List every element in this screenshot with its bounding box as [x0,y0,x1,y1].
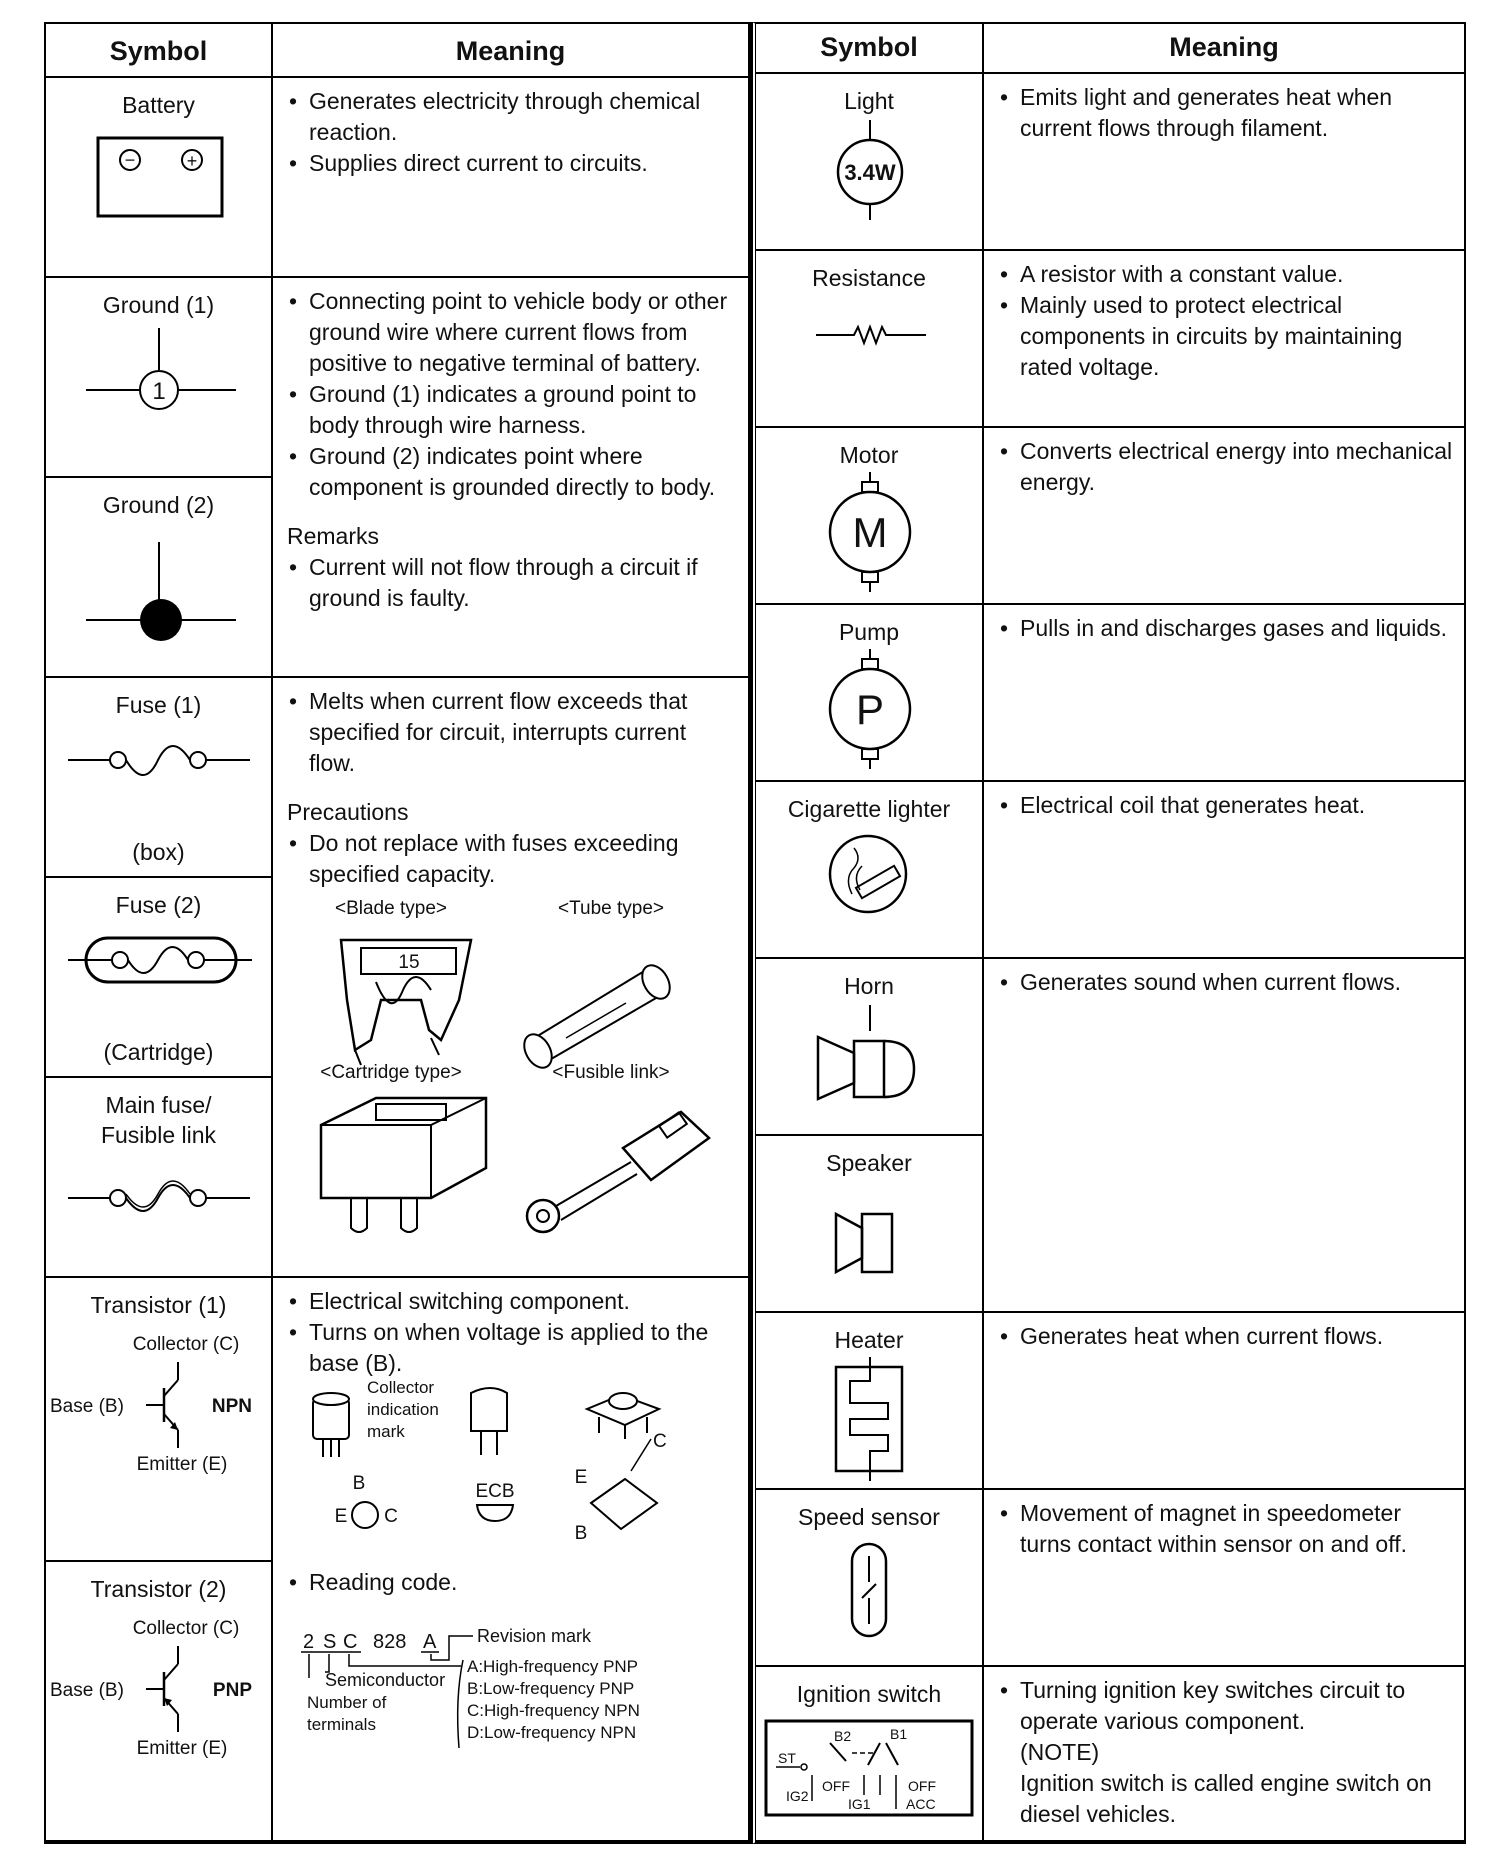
fuse-bullet-1: • Melts when current flow exceeds that specified for circuit, interrupts current flow. [309,686,738,779]
tube-fuse-icon [519,960,676,1072]
ign-ig1: IG1 [848,1796,871,1812]
speed-symbol-cell [756,1490,984,1667]
ign-b2: B2 [834,1728,852,1744]
ign-b1: B1 [890,1726,908,1742]
reading-code-diagram [281,1608,741,1758]
pump-meaning-cell [984,605,1466,782]
ign-st: ST [778,1750,796,1766]
code-d-meaning: D:Low-frequency NPN [467,1723,637,1742]
code-a: A [423,1631,437,1653]
fuse-types-illustration [281,890,741,1250]
motor-icon [756,470,984,600]
light-rating: 3.4W [844,160,896,185]
horn-symbol-cell [756,959,984,1136]
can-pin-c: C [384,1506,398,1527]
fuse1-title: Fuse (1) [115,692,202,718]
reading-code-title: • Reading code. [309,1567,738,1598]
speed-sensor-icon [756,1532,984,1662]
t1-base: Base (B) [50,1396,124,1417]
ignition-bullet-1: • Turning ignition key switches circuit to operate various component. [1020,1675,1454,1737]
code-c-meaning: C:High-frequency NPN [467,1701,640,1720]
motor-meaning-cell [984,428,1466,605]
lighter-title: Cigarette lighter [787,796,951,822]
mainfuse-symbol-cell [46,1078,273,1278]
code-num: 828 [373,1631,407,1653]
blade-fuse-icon [341,940,471,1065]
heater-meaning-cell [984,1313,1466,1490]
transistor1-symbol-cell [46,1278,273,1562]
remarks-title: Remarks [287,523,380,549]
mainfuse-title-1: Main fuse/ [105,1092,212,1118]
meaning-header-left: Meaning [273,24,750,78]
ignition-title: Ignition switch [796,1681,942,1707]
lighter-bullet-1: • Electrical coil that generates heat. [1020,790,1454,821]
pump-letter: P [855,686,885,733]
ground1-title: Ground (1) [102,292,215,318]
ground-meaning-cell [273,278,750,678]
remarks-bullet-1: • Current will not flow through a circuit if ground is faulty. [309,552,738,614]
ground2-icon [46,520,273,660]
fuse1-icon [46,720,273,800]
fuse1-subtitle: (box) [132,839,185,865]
speed-meaning-cell [984,1490,1466,1667]
power-pin-b: B [574,1523,588,1544]
ign-acc: ACC [906,1796,936,1812]
mark-line-1: Collector [367,1379,435,1397]
battery-plus: + [186,151,198,171]
pump-symbol-cell [756,605,984,782]
pump-icon [756,647,984,777]
battery-title: Battery [122,92,195,118]
pump-bullet-1: • Pulls in and discharges gases and liquids. [1020,613,1454,644]
can-pin-e: E [334,1506,348,1527]
speaker-icon [756,1178,984,1298]
resistance-bullet-2: • Mainly used to protect electrical components in circuits by maintaining rated voltage. [1020,290,1454,383]
battery-bullet-2: • Supplies direct current to circuits. [309,148,738,179]
motor-symbol-cell [756,428,984,605]
horn-bullet-1: • Generates sound when current flows. [1020,967,1454,998]
transistor-bullet-2: • Turns on when voltage is applied to the base (B). [309,1317,738,1379]
light-title: Light [844,88,894,114]
t2-emitter: Emitter (E) [136,1738,228,1759]
terminals-line-1: Number of [307,1693,387,1712]
mark-line-3: mark [367,1422,405,1441]
fusible-link-icon [527,1112,709,1232]
battery-bullet-1: • Generates electricity through chemical reaction. [309,86,738,148]
ign-off-1: OFF [822,1778,850,1794]
lighter-symbol-cell [756,782,984,959]
horn-title: Horn [844,973,894,999]
mainfuse-title-2: Fusible link [100,1122,217,1148]
motor-title: Motor [839,442,899,468]
lighter-meaning-cell [984,782,1466,959]
motor-bullet-1: • Converts electrical energy into mechanical energy. [1020,436,1454,498]
ground1-mark: 1 [152,378,166,405]
ground1-icon [46,320,273,450]
ground-bullet-1: • Connecting point to vehicle body or other ground wire where current flows from positive to negative terminal of battery. [309,286,738,379]
transistor2-title: Transistor (2) [90,1576,227,1602]
light-symbol-cell [756,74,984,251]
ground2-title: Ground (2) [102,492,215,518]
horn-icon [756,1001,984,1131]
resistance-meaning-cell [984,251,1466,428]
ignition-note: Ignition switch is called engine switch on diesel vehicles. [1020,1770,1432,1827]
code-2: 2 [303,1631,315,1653]
main-fuse-icon [46,1150,273,1240]
ignition-switch-icon [756,1709,984,1829]
horn-meaning-cell [984,959,1466,1313]
heater-symbol-cell [756,1313,984,1490]
fuse2-subtitle: (Cartridge) [103,1039,214,1065]
t2-collector: Collector (C) [132,1618,240,1639]
ignition-note-title: (NOTE) [1020,1739,1100,1765]
terminals-line-2: terminals [307,1715,376,1734]
ign-ig2: IG2 [786,1788,809,1804]
battery-meaning-cell [273,78,750,278]
heater-bullet-1: • Generates heat when current flows. [1020,1321,1454,1352]
ground1-symbol-cell [46,278,273,478]
resistor-icon [756,293,984,393]
transistor2-symbol-cell [46,1562,273,1842]
resistance-title: Resistance [812,265,926,291]
transistor1-title: Transistor (1) [90,1292,227,1318]
speaker-title: Speaker [826,1150,912,1176]
symbol-header-right: Symbol [756,24,984,74]
fuse2-symbol-cell [46,878,273,1078]
tube-type-label: <Tube type> [558,898,664,919]
battery-symbol-cell [46,78,273,278]
fuse1-symbol-cell [46,678,273,878]
resistance-symbol-cell [756,251,984,428]
light-icon [756,116,984,236]
revision-mark: Revision mark [477,1626,592,1646]
power-pin-e: E [574,1467,588,1488]
resistance-bullet-1: • A resistor with a constant value. [1020,259,1454,290]
ignition-meaning-cell [984,1667,1466,1842]
speaker-symbol-cell [756,1136,984,1313]
cartridge-fuse-icon [321,1098,486,1232]
meaning-header-right: Meaning [984,24,1466,74]
cartridge-type-label: <Cartridge type> [320,1062,462,1083]
can-pin-b: B [352,1473,366,1494]
code-s: S [323,1631,337,1653]
precautions-bullet-1: • Do not replace with fuses exceeding specified capacity. [309,828,738,890]
symbol-header-left: Symbol [46,24,273,78]
pnp-transistor-icon [46,1604,273,1794]
speed-bullet-1: • Movement of magnet in speedometer turns contact within sensor on and off. [1020,1498,1454,1560]
fuse2-title: Fuse (2) [115,892,202,918]
semiconductor-label: Semiconductor [325,1670,446,1690]
to92-pins: ECB [475,1481,515,1502]
blade-type-label: <Blade type> [335,898,447,919]
fuse-meaning-cell [273,678,750,1278]
blade-value: 15 [398,952,420,973]
cigarette-lighter-icon [756,824,984,944]
left-table [44,22,752,1844]
fuse2-icon [46,920,273,1000]
heater-title: Heater [834,1327,904,1353]
light-bullet-1: • Emits light and generates heat when current flows through filament. [1020,82,1454,144]
ign-off-2: OFF [908,1778,936,1794]
ground-bullet-2: • Ground (1) indicates a ground point to body through wire harness. [309,379,738,441]
transistor-packages-illustration [281,1379,741,1549]
mark-line-2: indication [367,1400,439,1419]
precautions-title: Precautions [287,799,409,825]
code-a-meaning: A:High-frequency PNP [467,1657,639,1676]
battery-minus: − [124,150,136,170]
t1-type: NPN [211,1396,252,1417]
battery-icon [46,120,273,240]
t2-type: PNP [212,1680,252,1701]
pump-title: Pump [838,619,900,645]
code-c: C [343,1631,358,1653]
code-b-meaning: B:Low-frequency PNP [467,1679,635,1698]
transistor-bullet-1: • Electrical switching component. [309,1286,738,1317]
power-pin-c: C [653,1431,667,1452]
ground2-symbol-cell [46,478,273,678]
motor-letter: M [852,509,888,556]
heater-icon [756,1355,984,1485]
light-meaning-cell [984,74,1466,251]
t1-emitter: Emitter (E) [136,1454,228,1475]
t1-collector: Collector (C) [132,1334,240,1355]
right-table [752,22,1466,1844]
npn-transistor-icon [46,1320,273,1510]
t2-base: Base (B) [50,1680,124,1701]
transistor-meaning-cell [273,1278,750,1842]
ground-bullet-3: • Ground (2) indicates point where component is grounded directly to body. [309,441,738,503]
speed-title: Speed sensor [798,1504,940,1530]
fusible-link-label: <Fusible link> [552,1062,670,1083]
ignition-symbol-cell [756,1667,984,1842]
